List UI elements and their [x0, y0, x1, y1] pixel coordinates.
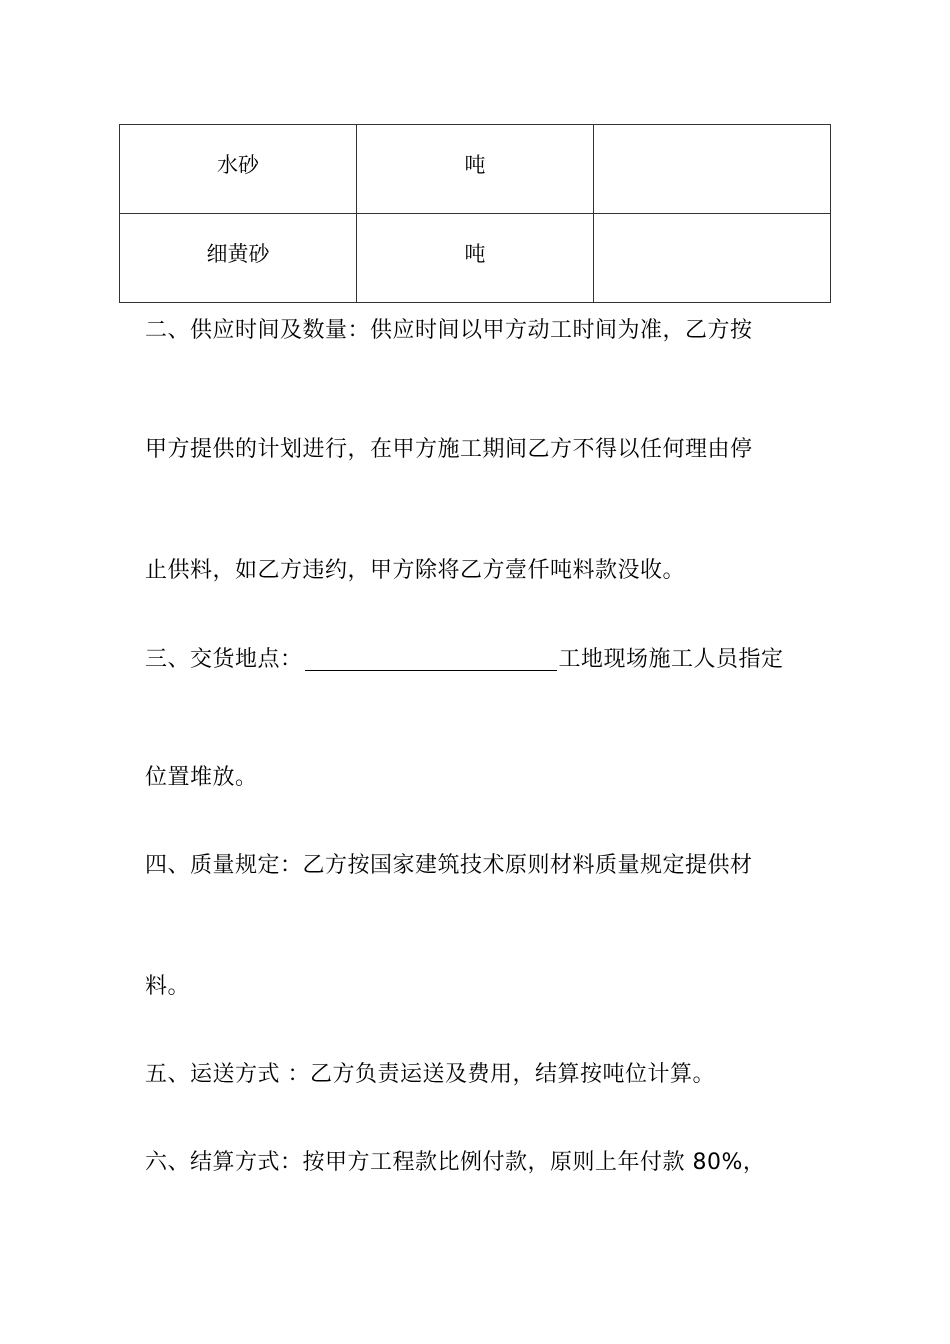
- clause-supply-line-3: 止供料，如乙方违约，甲方除将乙方壹仟吨料款没收。: [145, 558, 686, 583]
- delivery-location-blank: [305, 648, 557, 671]
- material-cell: [120, 214, 357, 303]
- material-name: 水砂: [217, 153, 259, 177]
- table-row: [120, 214, 831, 303]
- clause-delivery-line-2: 位置堆放。: [145, 765, 258, 790]
- material-amount: [594, 214, 830, 238]
- clause-quality-line-1: 四、质量规定：乙方按国家建筑技术原则材料质量规定提供材: [145, 853, 753, 878]
- clause-settlement-line-1: 六、结算方式：按甲方工程款比例付款，原则上年付款 80%，: [145, 1150, 766, 1175]
- material-name: 细黄砂: [206, 242, 270, 266]
- clause-transport-line-1: 五、运送方式 ：乙方负责运送及费用，结算按吨位计算。: [145, 1062, 715, 1087]
- clause-quality-line-2: 料。: [145, 974, 191, 999]
- material-amount: [594, 125, 830, 149]
- unit-cell: [357, 125, 594, 214]
- clause-supply-line-1: 二、供应时间及数量：供应时间以甲方动工时间为准，乙方按: [145, 318, 753, 343]
- clause-supply-line-2: 甲方提供的计划进行，在甲方施工期间乙方不得以任何理由停: [145, 437, 753, 462]
- delivery-suffix: 工地现场施工人员指定: [558, 647, 784, 672]
- clause-delivery-line-1: [145, 648, 784, 671]
- material-unit: 吨: [464, 242, 486, 266]
- materials-table: [119, 124, 831, 303]
- amount-cell: [594, 125, 831, 214]
- material-unit: 吨: [464, 153, 486, 177]
- unit-cell: [357, 214, 594, 303]
- delivery-label: 三、交货地点：: [145, 647, 303, 672]
- table-row: [120, 125, 831, 214]
- material-cell: [120, 125, 357, 214]
- amount-cell: [594, 214, 831, 303]
